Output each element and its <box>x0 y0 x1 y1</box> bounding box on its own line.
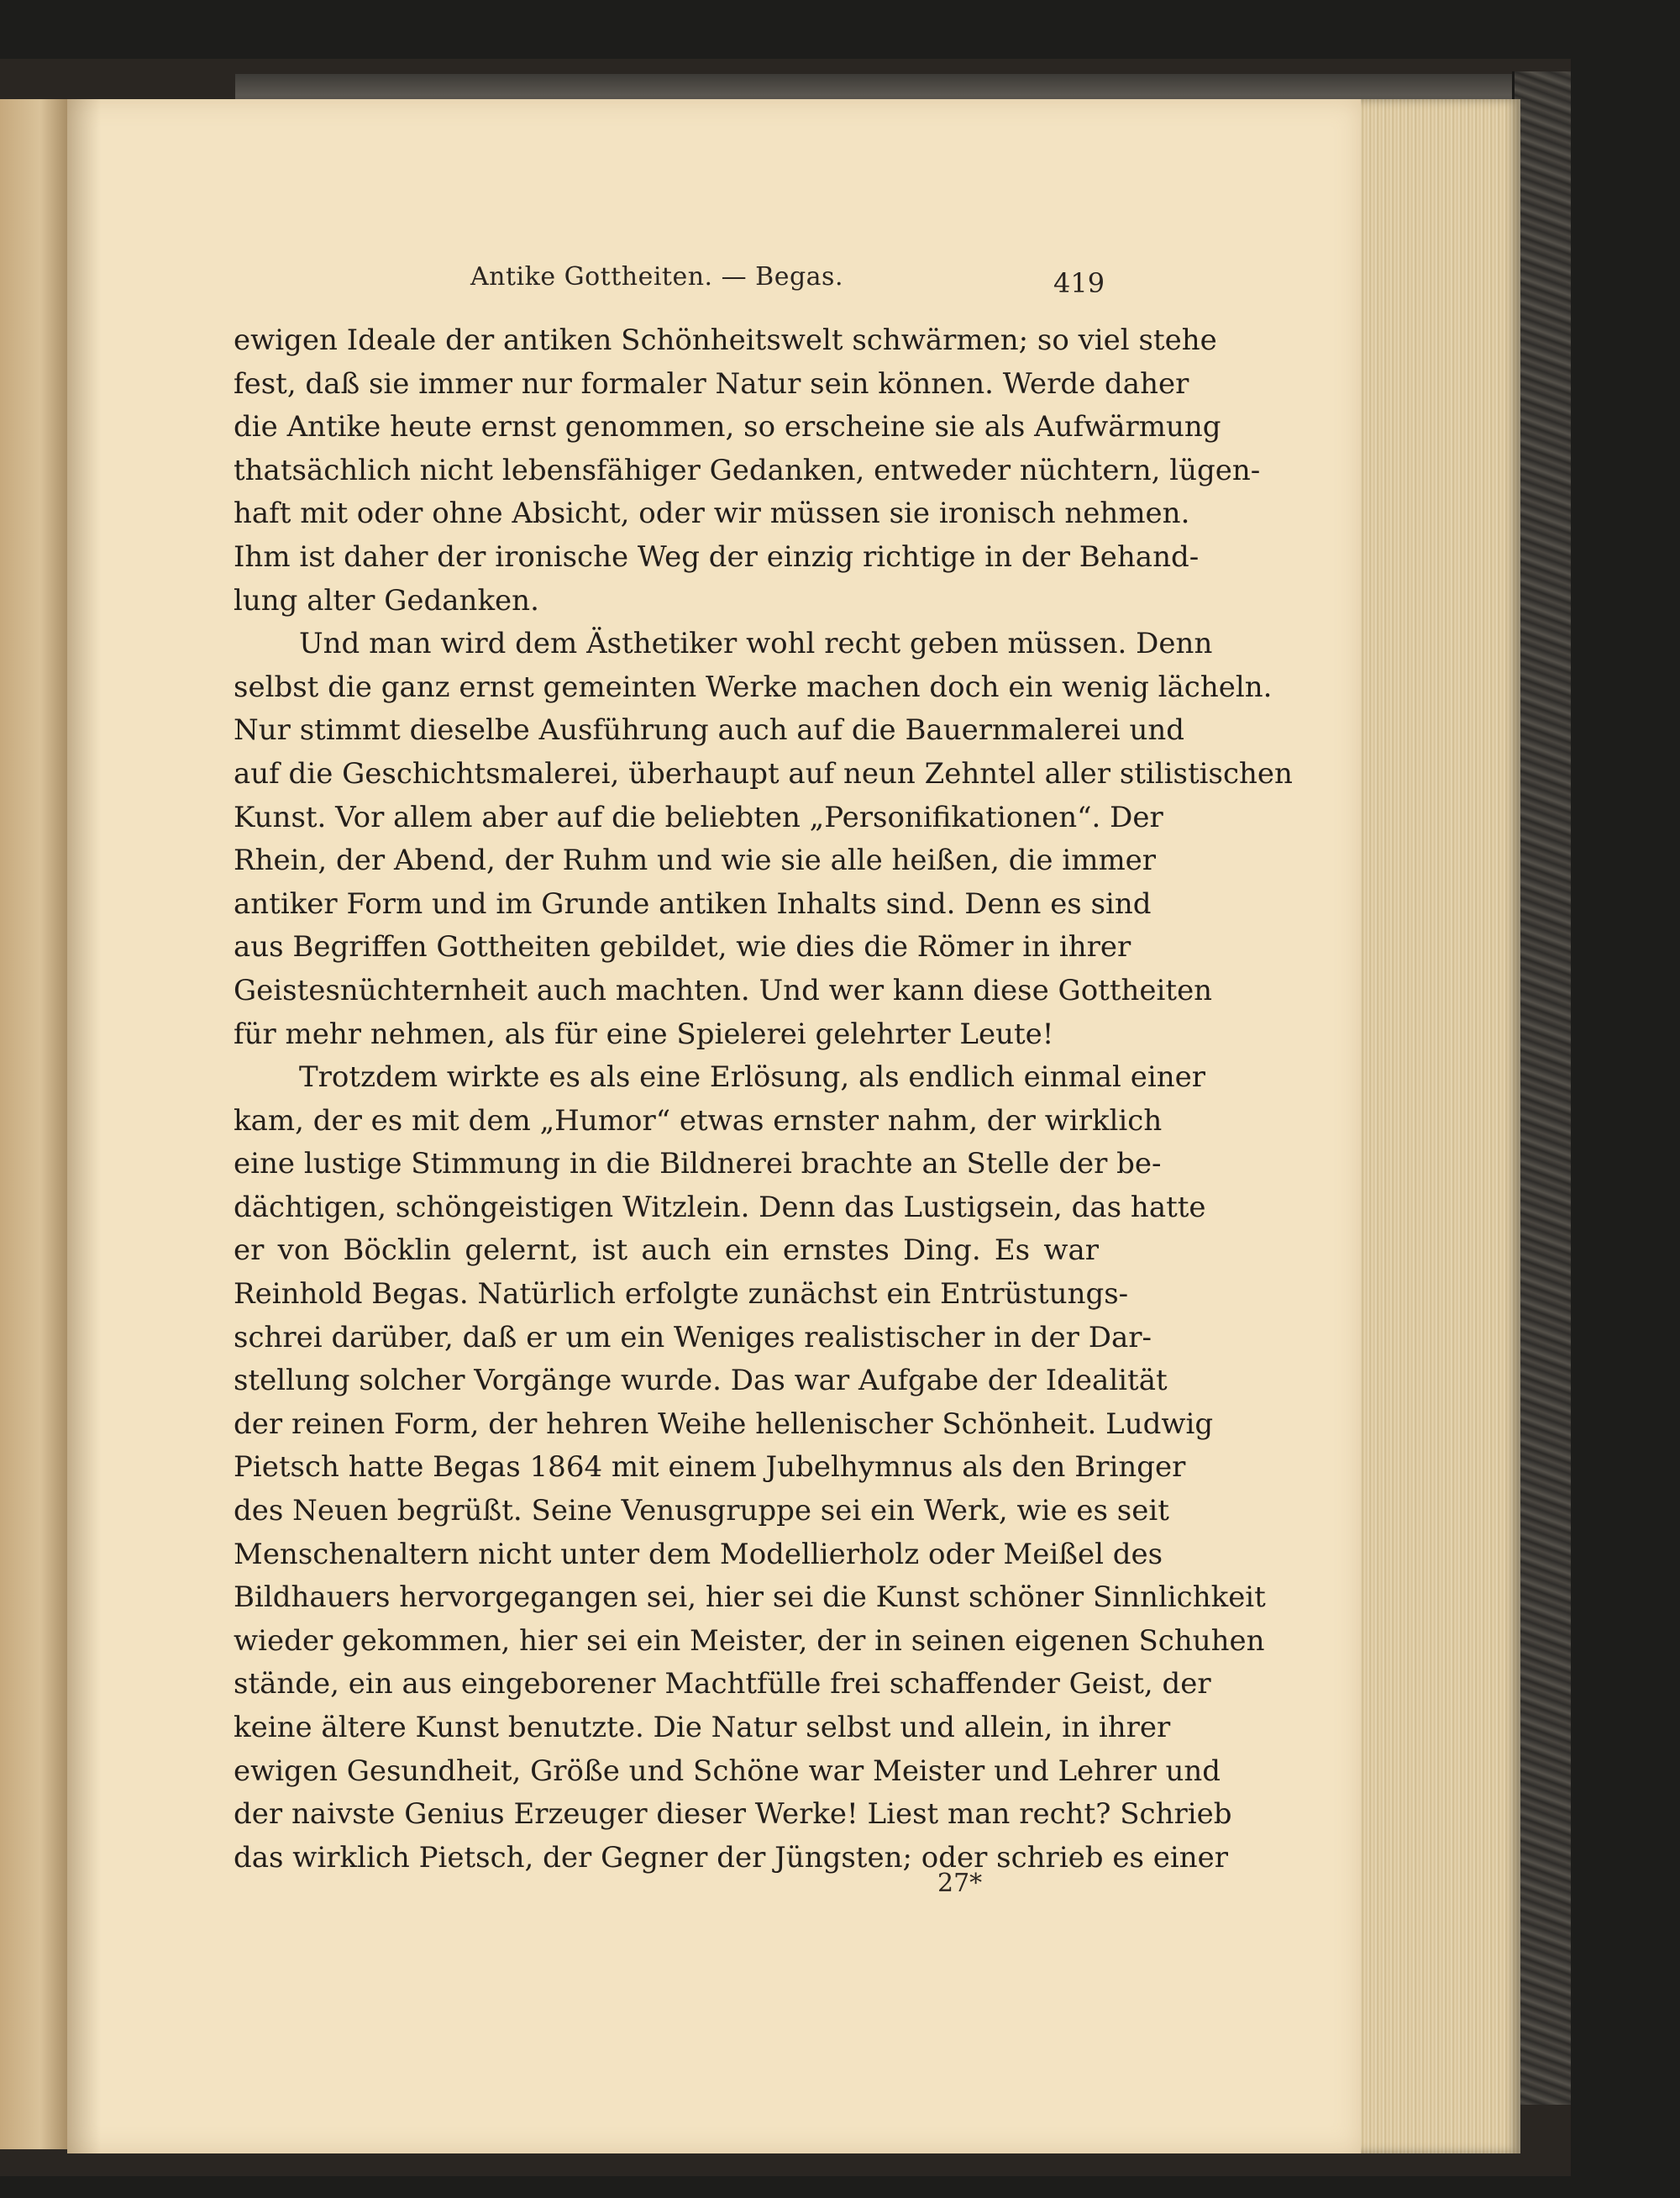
text-line: auf die Geschichtsmalerei, überhaupt auf neun Zehntel aller stilistischen <box>234 756 1293 791</box>
text-line: ewigen Gesundheit, Größe und Schöne war Meister und Lehrer und <box>234 1754 1221 1788</box>
text-line: ewigen Ideale der antiken Schönheitswelt schwärmen; so viel stehe <box>234 323 1217 357</box>
text-line: wieder gekommen, hier sei ein Meister, der in seinen eigenen Schuhen <box>234 1623 1265 1658</box>
text-line: Geistesnüchternheit auch machten. Und wer kann diese Gottheiten <box>234 973 1213 1007</box>
text-line: der reinen Form, der hehren Weihe hellenischer Schönheit. Ludwig <box>234 1407 1214 1441</box>
text-line: eine lustige Stimmung in die Bildnerei brachte an Stelle der be- <box>234 1147 1162 1181</box>
text-line: Und man wird dem Ästhetiker wohl recht geben müssen. Denn <box>299 627 1213 661</box>
text-line: selbst die ganz ernst gemeinten Werke machen doch ein wenig lächeln. <box>234 670 1273 704</box>
text-line: Nur stimmt dieselbe Ausführung auch auf die Bauernmalerei und <box>234 713 1185 748</box>
running-head: Antike Gottheiten. — Begas. <box>470 262 843 292</box>
left-facing-page-edge <box>0 99 67 2149</box>
text-line: keine ältere Kunst benutzte. Die Natur selbst und allein, in ihrer <box>234 1711 1171 1744</box>
text-line: das wirklich Pietsch, der Gegner der Jüngsten; oder schrieb es einer <box>234 1840 1229 1875</box>
body-text <box>234 319 1293 1880</box>
text-line: Menschenaltern nicht unter dem Modellierholz oder Meißel des <box>234 1537 1163 1571</box>
text-line: Kunst. Vor allem aber auf die beliebten „Personifikationen“. Der <box>234 800 1163 834</box>
text-line: er von Böcklin gelernt, ist auch ein ernstes Ding. Es war <box>234 1233 1099 1268</box>
printer-signature-mark: 27* <box>937 1869 983 1898</box>
text-line: antiker Form und im Grunde antiken Inhalts sind. Denn es sind <box>234 886 1152 921</box>
text-line: Trotzdem wirkte es als eine Erlösung, als endlich einmal einer <box>299 1060 1206 1095</box>
text-line: Reinhold Begas. Natürlich erfolgte zunächst ein Entrüstungs- <box>234 1277 1129 1312</box>
text-line: haft mit oder ohne Absicht, oder wir müssen sie ironisch nehmen. <box>234 497 1190 531</box>
text-line: Ihm ist daher der ironische Weg der einzig richtige in der Behand- <box>234 539 1200 574</box>
text-line: thatsächlich nicht lebensfähiger Gedanken, entweder nüchtern, lügen- <box>234 453 1261 487</box>
text-line: aus Begriffen Gottheiten gebildet, wie dies die Römer in ihrer <box>234 930 1131 965</box>
text-line: dächtigen, schöngeistigen Witzlein. Denn das Lustigsein, das hatte <box>234 1190 1206 1224</box>
text-line: schrei darüber, daß er um ein Weniges realistischer in der Dar- <box>234 1320 1152 1354</box>
page-number: 419 <box>1053 267 1105 299</box>
text-line: Rhein, der Abend, der Ruhm und wie sie alle heißen, die immer <box>234 844 1157 878</box>
text-line: Bildhauers hervorgegangen sei, hier sei die Kunst schöner Sinnlichkeit <box>234 1580 1266 1615</box>
text-line: die Antike heute ernst genommen, so erscheine sie als Aufwärmung <box>234 410 1221 444</box>
gutter-shadow <box>67 99 101 2153</box>
text-line: stände, ein aus eingeborener Machtfülle frei schaffender Geist, der <box>234 1667 1211 1701</box>
text-line: stellung solcher Vorgänge wurde. Das war Aufgabe der Idealität <box>234 1364 1168 1398</box>
text-line: fest, daß sie immer nur formaler Natur sein können. Werde daher <box>234 366 1189 401</box>
text-line: lung alter Gedanken. <box>234 583 539 618</box>
text-line: kam, der es mit dem „Humor“ etwas ernster nahm, der wirklich <box>234 1103 1163 1138</box>
page-stack-fore-edge <box>1357 99 1520 2153</box>
text-line: des Neuen begrüßt. Seine Venusgruppe sei ein Werk, wie es seit <box>234 1494 1169 1528</box>
text-line: Pietsch hatte Begas 1864 mit einem Jubelhymnus als den Bringer <box>234 1450 1186 1485</box>
text-line: der naivste Genius Erzeuger dieser Werke! Liest man recht? Schrieb <box>234 1797 1232 1832</box>
book-cover-marbled-edge <box>1512 71 1571 2105</box>
text-line: für mehr nehmen, als für eine Spielerei gelehrter Leute! <box>234 1017 1054 1051</box>
